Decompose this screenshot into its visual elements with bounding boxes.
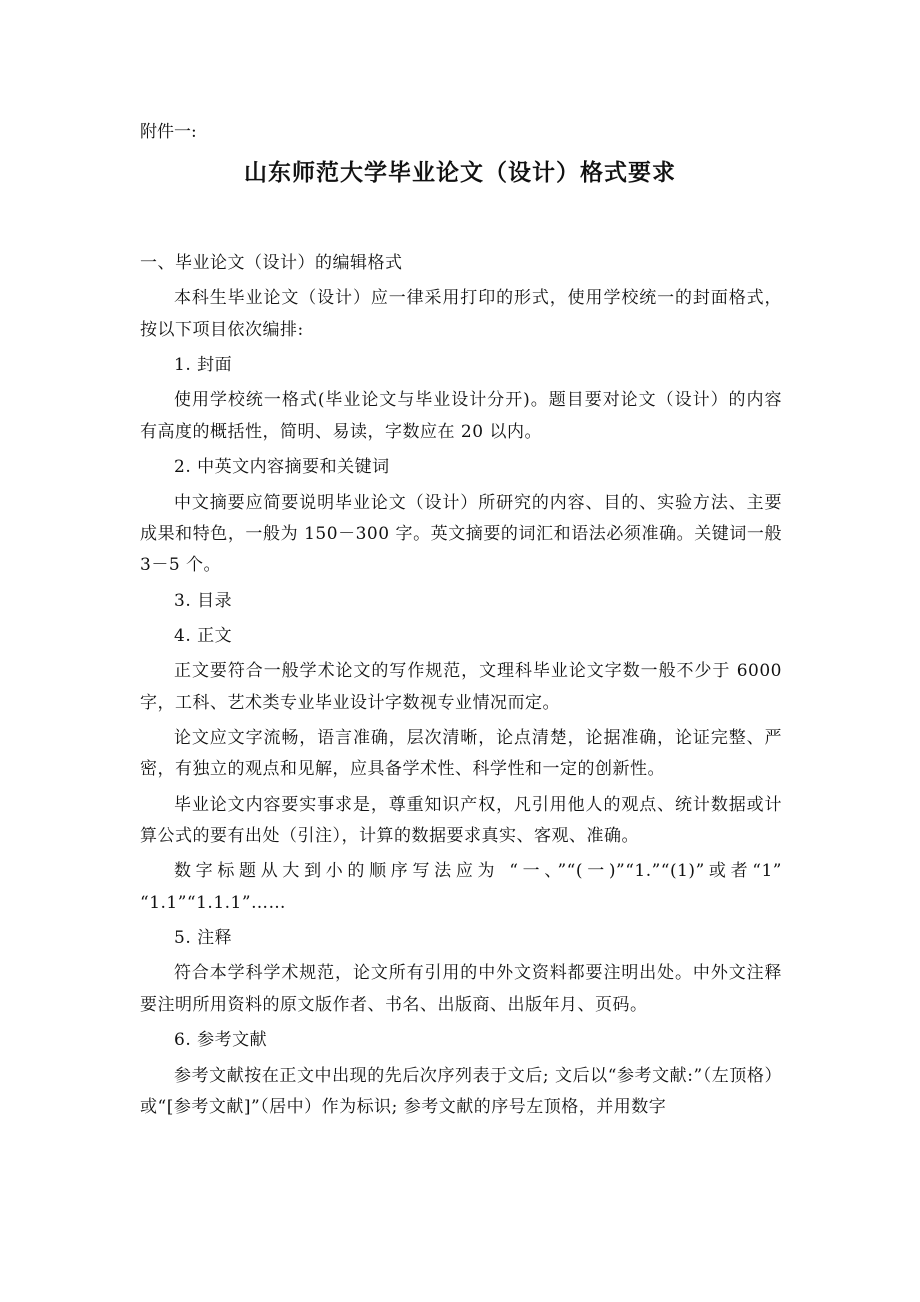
paragraph: 论文应文字流畅，语言准确，层次清晰，论点清楚，论据准确，论证完整、严密，有独立的观点和见解，应具备学术性、科学性和一定的创新性。 xyxy=(140,728,782,780)
item-heading: 2. 中英文内容摘要和关键词 xyxy=(174,457,390,478)
item-heading: 4. 正文 xyxy=(174,625,233,646)
paragraph: 本科生毕业论文（设计）应一律采用打印的形式，使用学校统一的封面格式，按以下项目依次编排: xyxy=(140,288,782,340)
item-heading: 5. 注释 xyxy=(174,928,233,949)
item-heading: 6. 参考文献 xyxy=(174,1030,268,1051)
document-title: 山东师范大学毕业论文（设计）格式要求 xyxy=(244,159,676,186)
document-body xyxy=(140,248,782,1127)
paragraph: 符合本学科学术规范，论文所有引用的中外文资料都要注明出处。中外文注释要注明所用资料的原文版作者、书名、出版商、出版年月、页码。 xyxy=(140,963,782,1015)
item-heading: 3. 目录 xyxy=(174,590,233,611)
paragraph: 正文要符合一般学术论文的写作规范，文理科毕业论文字数一般不少于 6000 字，工科、艺术类专业毕业设计字数视专业情况而定。 xyxy=(140,661,782,713)
section-heading: 一、毕业论文（设计）的编辑格式 xyxy=(140,253,403,273)
paragraph: 参考文献按在正文中出现的先后次序列表于文后; 文后以“参考文献:”（左顶格）或“[参考文献]”（居中）作为标识; 参考文献的序号左顶格，并用数字 xyxy=(140,1065,782,1117)
paragraph: 毕业论文内容要实事求是，尊重知识产权，凡引用他人的观点、统计数据或计算公式的要有出处（引注），计算的数据要求真实、客观、准确。 xyxy=(140,794,782,846)
item-heading: 1. 封面 xyxy=(174,355,233,376)
paragraph: 中文摘要应简要说明毕业论文（设计）所研究的内容、目的、实验方法、主要成果和特色，一般为 150－300 字。英文摘要的词汇和语法必须准确。关键词一般 3－5 个。 xyxy=(140,492,782,576)
paragraph: 使用学校统一格式(毕业论文与毕业设计分开)。题目要对论文（设计）的内容有高度的概括性，简明、易读，字数应在 20 以内。 xyxy=(140,390,782,442)
paragraph: 数字标题从大到小的顺序写法应为 “一、”“(一)”“1.”“(1)”或者“1” “1.1”“1.1.1”…… xyxy=(140,861,782,913)
attachment-label: 附件一: xyxy=(140,122,197,142)
